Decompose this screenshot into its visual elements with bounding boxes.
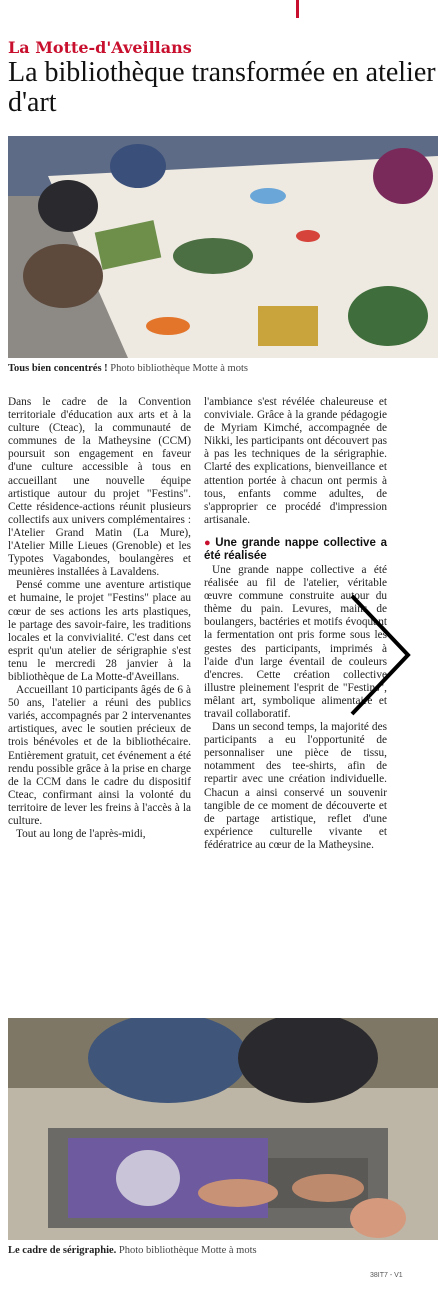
caption-credit: Photo bibliothèque Motte à mots xyxy=(118,1245,257,1256)
paragraph: Une grande nappe collective a été réalisée au fil de l'atelier, véritable œuvre commune construite autour du thème du pain. Levures, mains de boulangers, bactéries et motifs évoquant la fermentation ont pris forme sous les gestes des participants, imprimés à l'aide d'un large éventail de couleurs d'encres. Cette création collective illustre pleinement l'esprit de "Festins", mêlant art, symbolique alimentaire et travail collaboratif. xyxy=(204,563,387,720)
bullet-icon: ● xyxy=(204,536,213,549)
paragraph: Tout au long de l'après-midi, xyxy=(16,828,146,841)
photo-caption-screen xyxy=(8,1244,438,1257)
paragraph: Dans un second temps, la majorité des participants a eu l'opportunité de personnaliser une pièce de tissu, notamment des tee-shirts, afin de repartir avec une création individuelle. Chacun a ainsi conservé un souvenir tangible de ce moment de découverte et de partage artistique, reflet d'une expérience culturelle vivante et fédératrice au cœur de la Matheysine. xyxy=(204,721,387,851)
paragraph: Accueillant 10 participants âgés de 6 à 50 ans, l'atelier a réuni des publics variés, accompagnés par 2 intervenantes artistiques, avec le soutien précieux de trois bénévoles et de la bibliothécaire. Entièrement gratuit, cet événement a été rendu possible grâce à la prise en charge de la CCM dans le cadre du dispositif Cteac, confirmant ainsi la volonté du territoire de lever les freins à l'accès à la culture. xyxy=(8,684,191,827)
page-code: 38IT7 - V1 xyxy=(370,1272,403,1279)
photo-caption-workshop xyxy=(8,362,438,375)
chevron-right-icon[interactable] xyxy=(346,590,416,720)
article-headline: La bibliothèque transformée en atelier d'art xyxy=(8,57,436,118)
article-photo-workshop xyxy=(8,136,438,358)
top-rule xyxy=(0,0,444,18)
caption-title: Le cadre de sérigraphie. xyxy=(8,1245,117,1256)
paragraph: l'ambiance s'est révélée chaleureuse et conviviale. Grâce à la grande pédagogie de Myriam Kimché, accompagnée de Nikki, les participants ont découvert pas à pas les techniques de la sérigraphie. Clarté des explications, bienveillance et attention portée à chacun ont permis à tous, enfants comme adultes, de s'approprier ce procédé d'impression artisanale. xyxy=(204,396,387,526)
paragraph: Dans le cadre de la Convention territoriale d'éducation aux arts et à la culture (Cteac), la communauté de communes de la Matheysine (CCM) poursuit son engagement en faveur d'une culture accessible à tous en accueillant une nouvelle équipe artistique autour du projet "Festins". Cette résidence-actions réunit plusieurs collectifs aux univers complémentaires : l'Atelier Grand Matin (La Mure), l'Atelier Mille Lieues (Grenoble) et les Typotes Vagabondes, boulangères et meunières installées à Lavaldens. xyxy=(8,396,191,579)
photo-screen-image xyxy=(8,1018,438,1240)
caption-credit: Photo bibliothèque Motte à mots xyxy=(110,363,248,374)
caption-title: Tous bien concentrés ! xyxy=(8,363,108,374)
section-subhead: ● Une grande nappe collective a été réalisée xyxy=(204,536,387,562)
paragraph: Pensé comme une aventure artistique et humaine, le projet "Festins" place au cœur de ses actions les arts plastiques, le partage des savoir-faire, les traditions locales et la convivialité. C'est dans cet esprit qu'un atelier de sérigraphie s'est tenu le mercredi 28 janvier à la bibliothèque de La Motte-d'Aveillans. xyxy=(8,579,191,683)
article-photo-screen xyxy=(8,1018,438,1240)
accent-bar xyxy=(296,0,299,18)
article-kicker: La Motte-d'Aveillans xyxy=(8,38,192,57)
photo-workshop-image xyxy=(8,136,438,358)
